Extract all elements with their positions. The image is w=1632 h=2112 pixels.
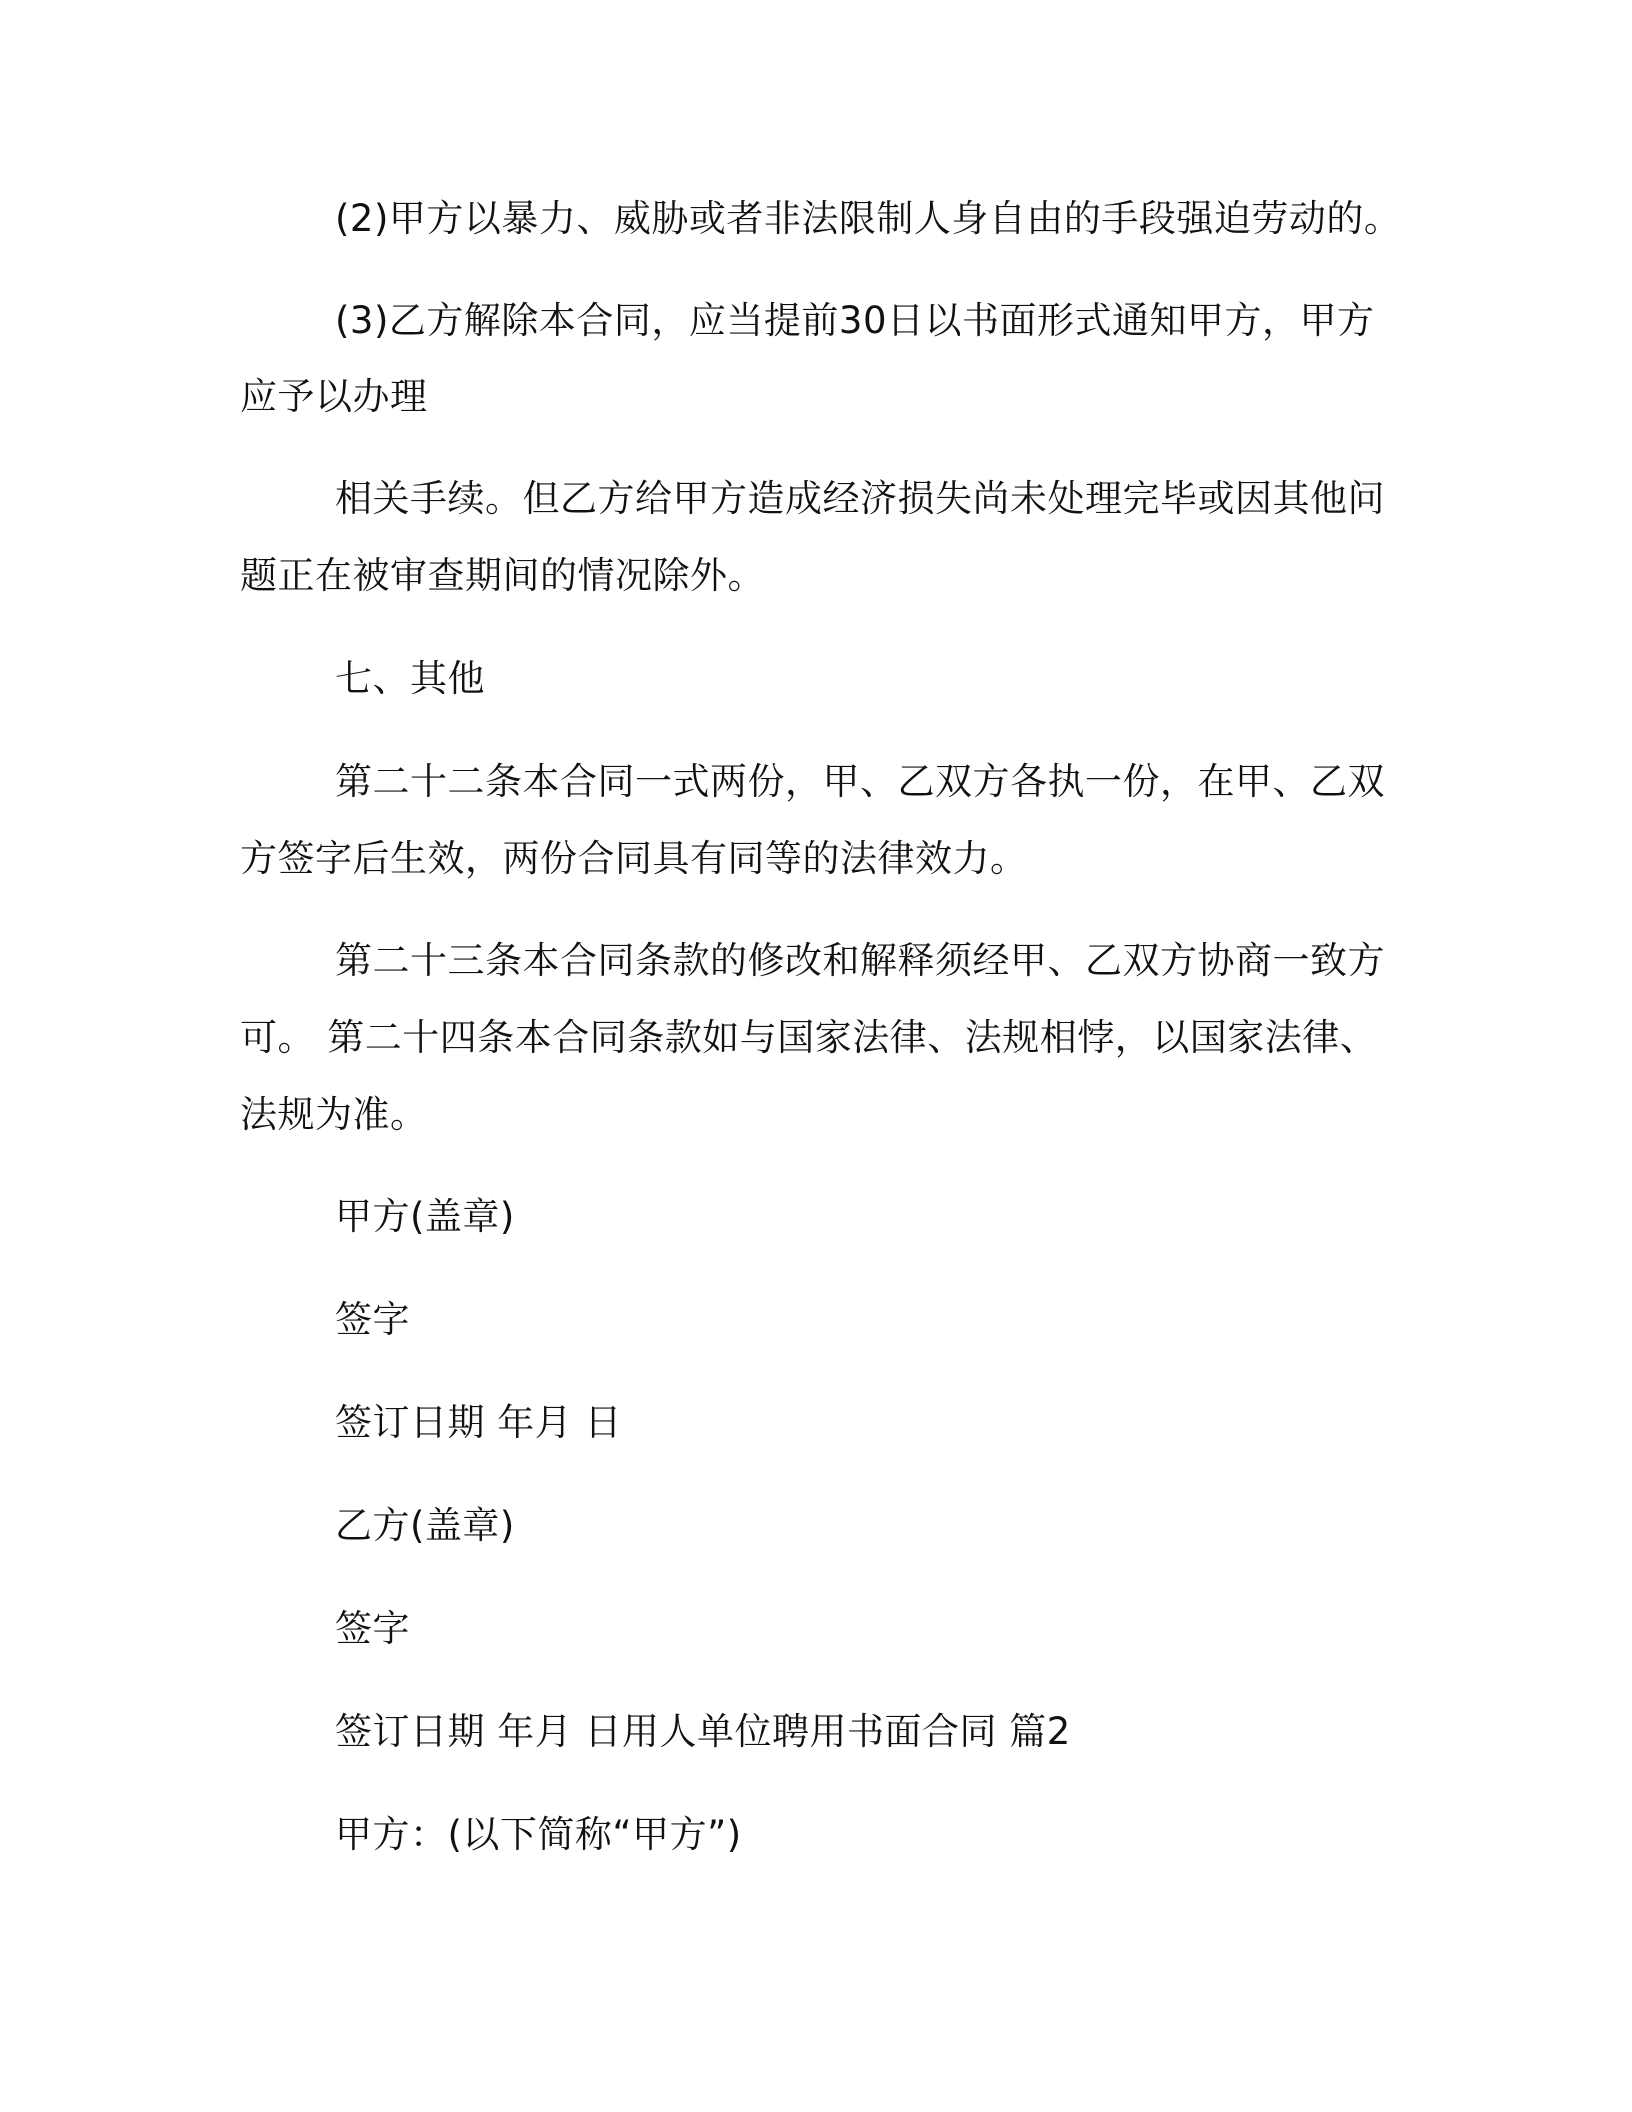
article-22: 第二十二条本合同一式两份，甲、乙双方各执一份，在甲、乙双 [335,760,1385,803]
party-b-sign-date: 签订日期 年月 日用人单位聘用书面合同 篇2 [335,1710,1071,1753]
article-24: 可。 第二十四条本合同条款如与国家法律、法规相悖，以国家法律、 [240,1016,1378,1059]
paragraph-clause-3-cont: 应予以办理 [240,375,428,418]
party-b-signature: 签字 [335,1607,410,1650]
party-a-signature: 签字 [335,1298,410,1341]
party-a-heading: 甲方：(以下简称“甲方”) [335,1813,742,1856]
article-23: 第二十三条本合同条款的修改和解释须经甲、乙双方协商一致方 [335,939,1385,982]
article-22-cont: 方签字后生效，两份合同具有同等的法律效力。 [240,837,1028,880]
paragraph-clause-3: (3)乙方解除本合同，应当提前30日以书面形式通知甲方，甲方 [335,299,1375,342]
paragraph-clause-2: (2)甲方以暴力、威胁或者非法限制人身自由的手段强迫劳动的。 [335,197,1402,240]
party-b-seal: 乙方(盖章) [335,1504,515,1547]
party-a-sign-date: 签订日期 年月 日 [335,1401,623,1444]
paragraph-procedures-cont: 题正在被审查期间的情况除外。 [240,554,765,597]
section-heading-other: 七、其他 [335,657,485,700]
article-24-cont: 法规为准。 [240,1093,428,1136]
party-a-seal: 甲方(盖章) [335,1195,515,1238]
paragraph-procedures: 相关手续。但乙方给甲方造成经济损失尚未处理完毕或因其他问 [335,477,1385,520]
